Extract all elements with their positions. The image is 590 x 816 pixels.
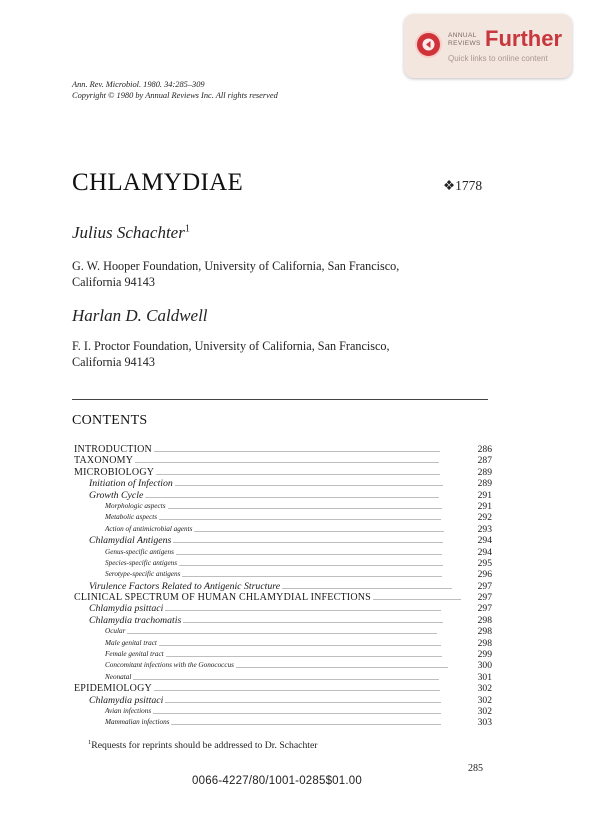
toc-leader-dots: ....................................................................................................................................... [173, 536, 443, 546]
toc-entry[interactable] [74, 695, 492, 706]
toc-entry-page: 294 [477, 535, 492, 547]
toc-leader-dots: .......................................................................................................................................... [166, 650, 442, 660]
affiliation-line-1: F. I. Proctor Foundation, University of California, San Francisco, [72, 339, 390, 353]
toc-leader-dots: .......................................................................................................................................... [165, 695, 441, 705]
toc-entry-label: Female genital tract [105, 650, 164, 659]
toc-entry[interactable] [74, 478, 492, 489]
toc-entry-page: 291 [477, 489, 492, 501]
annual-reviews-wordmark [448, 32, 481, 47]
toc-entry-page: 297 [477, 603, 492, 615]
toc-entry[interactable] [74, 683, 492, 694]
affiliation-line-1: G. W. Hooper Foundation, University of California, San Francisco, [72, 259, 400, 273]
toc-leader-dots: .............................................................................................................................................. [156, 467, 440, 477]
toc-entry-label: Chlamydia psittaci [89, 694, 164, 706]
toc-entry-page: 295 [477, 557, 492, 569]
toc-entry-page: 291 [477, 500, 492, 512]
toc-entry[interactable] [74, 717, 492, 728]
toc-entry-label: TAXONOMY [74, 455, 134, 467]
toc-leader-dots: ...................................................................................................................................... [175, 479, 443, 489]
toc-entry[interactable] [74, 444, 492, 455]
toc-entry[interactable] [74, 649, 492, 660]
toc-entry-page: 299 [477, 649, 492, 661]
toc-entry-page: 302 [477, 694, 492, 706]
toc-entry-label: Chlamydial Antigens [89, 535, 172, 547]
toc-entry-label: INTRODUCTION [74, 444, 152, 455]
affiliation-line-2: California 94143 [72, 275, 155, 289]
toc-entry[interactable] [74, 581, 492, 592]
toc-leader-dots: .......................................................................................................... [236, 661, 448, 671]
citation-line-1: Ann. Rev. Microbiol. 1980. 34:285–309 [72, 80, 205, 89]
toc-entry[interactable] [74, 706, 492, 717]
toc-leader-dots: .................................................................................................................................. [183, 615, 443, 625]
toc-entry[interactable] [74, 603, 492, 614]
toc-leader-dots: ............................................ [373, 593, 461, 603]
toc-entry[interactable] [74, 638, 492, 649]
footnote-mark: 1 [88, 739, 92, 746]
affiliation-line-2: California 94143 [72, 355, 155, 369]
further-word: Further [485, 26, 562, 51]
citation-line-2: Copyright © 1980 by Annual Reviews Inc. All rights reserved [72, 91, 278, 100]
toc-entry-page: 300 [477, 660, 492, 672]
toc-entry-page: 302 [477, 683, 492, 695]
toc-entry-page: 289 [477, 478, 492, 490]
toc-entry-label: Ocular [105, 627, 126, 636]
toc-entry-page: 298 [477, 637, 492, 649]
toc-leader-dots: ................................................................................................................................................... [145, 490, 439, 500]
toc-entry-page: 298 [477, 614, 492, 626]
toc-leader-dots: .................................................................................................................................. [182, 570, 442, 580]
author-name-text: Julius Schachter [72, 223, 185, 242]
toc-entry-label: Chlamydia psittaci [89, 603, 164, 615]
author-1-name [72, 223, 190, 243]
toc-entry-label: EPIDEMIOLOGY [74, 683, 152, 695]
toc-entry[interactable] [74, 558, 492, 569]
toc-leader-dots: .................................................................................................................................... [179, 558, 443, 568]
toc-entry[interactable] [74, 490, 492, 501]
contents-heading: CONTENTS [72, 413, 148, 428]
toc-entry-label: Initiation of Infection [89, 478, 173, 490]
toc-entry-label: CLINICAL SPECTRUM OF HUMAN CHLAMYDIAL INFECTIONS [74, 592, 371, 604]
journal-citation [72, 79, 278, 101]
toc-entry[interactable] [74, 467, 492, 478]
toc-leader-dots: ..................................................................................... [282, 581, 452, 591]
toc-entry-label: MICROBIOLOGY [74, 466, 155, 478]
toc-entry-page: 292 [477, 512, 492, 524]
author-2-affiliation [72, 338, 390, 370]
toc-entry-label: Mammalian infections [105, 718, 170, 727]
further-tagline: Quick links to online content [448, 54, 548, 63]
toc-entry-page: 293 [477, 523, 492, 535]
toc-entry-page: 287 [477, 455, 492, 467]
toc-entry-label: Species-specific antigens [105, 558, 178, 567]
article-title: CHLAMYDIAE [72, 169, 244, 196]
toc-entry[interactable] [74, 626, 492, 637]
toc-leader-dots: .......................................................................................................................................... [165, 604, 441, 614]
toc-entry[interactable] [74, 455, 492, 466]
toc-entry[interactable] [74, 569, 492, 580]
toc-leader-dots: ....................................................................................................................................... [171, 718, 441, 728]
table-of-contents [74, 444, 492, 729]
toc-leader-dots: ......................................................................................................................................... [168, 501, 442, 511]
toc-entry[interactable] [74, 615, 492, 626]
toc-entry-label: Metabolic aspects [105, 513, 158, 522]
toc-entry-page: 296 [477, 569, 492, 581]
toc-entry-label: Genus-specific antigens [105, 547, 174, 556]
toc-leader-dots: ................................................................................................................................................ [153, 706, 441, 716]
toc-entry-label: Male genital tract [105, 638, 157, 647]
author-1-affiliation [72, 258, 399, 290]
toc-entry-label: Growth Cycle [89, 489, 144, 501]
toc-entry-page: 303 [477, 717, 492, 729]
toc-leader-dots: ............................................................................................................................................. [159, 638, 441, 648]
author-2-name [72, 306, 208, 326]
author-name-text: Harlan D. Caldwell [72, 306, 208, 325]
toc-entry[interactable] [74, 592, 492, 603]
toc-leader-dots: ........................................................................................................................................................ [135, 456, 439, 466]
toc-entry[interactable] [74, 672, 492, 683]
toc-leader-dots: ............................................................................................................................. [194, 524, 444, 534]
toc-entry-label: Avian infections [105, 706, 152, 715]
toc-entry-page: 297 [477, 580, 492, 592]
reprint-footnote [88, 739, 318, 751]
toc-entry-label: Morphologic aspects [105, 501, 166, 510]
toc-entry-label: Serotype-specific antigens [105, 570, 181, 579]
toc-leader-dots: ..................................................................................................................................... [176, 547, 442, 557]
badge-line1: ANNUAL [448, 32, 477, 39]
toc-entry-label: Virulence Factors Related to Antigenic Structure [89, 580, 281, 592]
toc-entry-page: 289 [477, 466, 492, 478]
page-number: 285 [468, 763, 483, 774]
play-arrow-icon [415, 31, 442, 58]
badge-line2: REVIEWS [448, 39, 481, 47]
toc-entry-page: 297 [477, 592, 492, 604]
toc-leader-dots: ............................................................................................................................................... [154, 684, 440, 694]
footnote-text: Requests for reprints should be addressed to Dr. Schachter [91, 740, 318, 752]
toc-leader-dots: ............................................................................................................................................... [154, 445, 440, 454]
toc-entry[interactable] [74, 501, 492, 512]
toc-leader-dots: ........................................................................................................................................................... [127, 627, 437, 637]
section-divider [72, 399, 488, 400]
toc-entry[interactable] [74, 660, 492, 671]
article-code: ❖1778 [443, 178, 483, 193]
toc-entry-page: 301 [477, 671, 492, 683]
annual-reviews-further-badge[interactable] [404, 14, 572, 78]
author-footnote-mark: 1 [184, 223, 190, 235]
toc-entry[interactable] [74, 512, 492, 523]
toc-entry-label: Neonatal [105, 672, 132, 681]
issn-code: 0066-4227/80/1001-0285$01.00 [192, 775, 362, 787]
toc-entry[interactable] [74, 524, 492, 535]
toc-entry-page: 286 [477, 444, 492, 455]
toc-entry-page: 294 [477, 546, 492, 558]
toc-entry-label: Concomitant infections with the Gonococcus [105, 661, 234, 670]
toc-entry-page: 298 [477, 626, 492, 638]
toc-entry-label: Chlamydia trachomatis [89, 614, 182, 626]
toc-leader-dots: ............................................................................................................................................. [159, 513, 441, 523]
toc-entry-label: Action of antimicrobial agents [105, 524, 193, 533]
toc-entry[interactable] [74, 535, 492, 546]
toc-leader-dots: ......................................................................................................................................................... [133, 672, 439, 682]
toc-entry-page: 302 [477, 705, 492, 717]
toc-entry[interactable] [74, 547, 492, 558]
